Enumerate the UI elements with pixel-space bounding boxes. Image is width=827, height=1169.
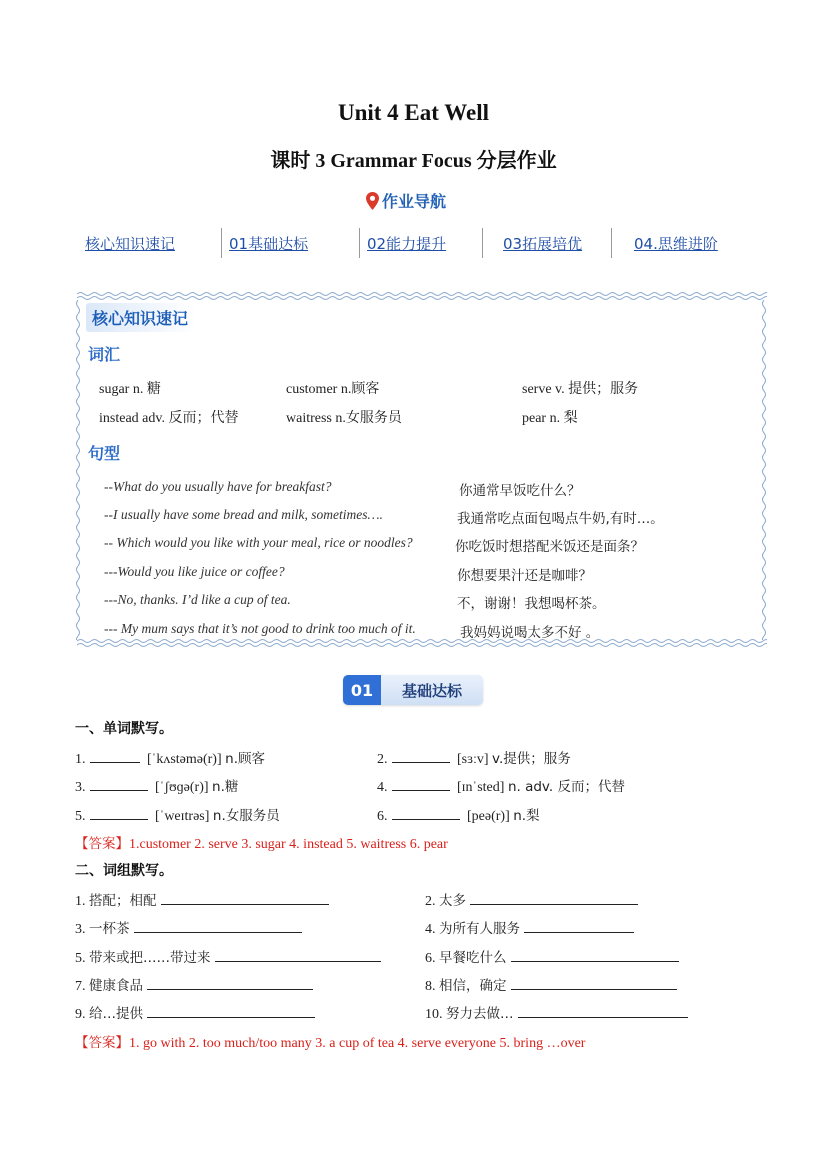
question-number: 3.: [75, 780, 86, 795]
sentence-en: --- My mum says that it’s not good to drink too much of it.: [104, 621, 416, 636]
answer-blank[interactable]: [161, 890, 329, 905]
phrase-question: [425, 917, 638, 938]
word-question: [75, 747, 265, 768]
nav-link-basic[interactable]: 01基础达标: [229, 235, 309, 253]
word-question: [377, 804, 540, 825]
phrase-meaning: 搭配；相配: [89, 893, 157, 909]
answer-blank[interactable]: [90, 748, 140, 763]
question-number: 5.: [75, 951, 86, 966]
word-question: [377, 775, 625, 796]
answer-blank[interactable]: [90, 776, 148, 791]
answer-blank[interactable]: [215, 947, 381, 962]
answer-blank[interactable]: [470, 890, 638, 905]
answer-blank[interactable]: [524, 918, 634, 933]
word-question: [75, 775, 238, 796]
word-question: [377, 747, 571, 768]
part1-heading: 一、单词默写。: [75, 721, 173, 737]
page-title: Unit 4 Eat Well: [337, 100, 489, 125]
wavy-border-bottom: [77, 638, 767, 648]
definition: v.提供；服务: [492, 751, 571, 767]
nav-link-ability[interactable]: 02能力提升: [367, 235, 447, 253]
part2-answer: [75, 1031, 585, 1052]
homework-nav-heading-label: 作业导航: [382, 192, 447, 211]
nav-link-core-knowledge[interactable]: 核心知识速记: [85, 235, 176, 253]
nav-divider: [359, 228, 360, 258]
vocab-item: instead adv. 反而；代替: [99, 411, 239, 426]
phrase-question: [425, 1002, 692, 1023]
vocab-item: customer n.顾客: [286, 382, 380, 397]
sentence-zh: 你通常早饭吃什么？: [459, 483, 581, 499]
definition: n.糖: [212, 779, 239, 795]
phrase-meaning: 太多: [439, 893, 466, 909]
question-number: 6.: [425, 951, 436, 966]
question-number: 3.: [75, 922, 86, 937]
word-question: [75, 804, 280, 825]
sentence-zh: 我妈妈说喝太多不好 。: [460, 625, 600, 641]
answer-blank[interactable]: [518, 1003, 688, 1018]
phrase-question: [425, 889, 642, 910]
nav-divider: [221, 228, 222, 258]
phonetic: [ˈʃʊɡə(r)]: [155, 780, 209, 795]
sentence-en: -- Which would you like with your meal, rice or noodles?: [104, 535, 413, 550]
answer-tag: 【答案】: [75, 1035, 129, 1051]
sentences-heading: 句型: [88, 444, 121, 463]
part2-heading: 二、词组默写。: [75, 863, 173, 879]
question-number: 4.: [425, 922, 436, 937]
question-number: 1.: [75, 894, 86, 909]
phrase-meaning: 带来或把……带过来: [89, 950, 211, 966]
homework-nav-heading: [366, 189, 446, 212]
nav-divider: [611, 228, 612, 258]
question-number: 8.: [425, 979, 436, 994]
section-badge-number: 01: [343, 675, 381, 705]
answer-tag: 【答案】: [75, 836, 129, 852]
question-number: 2.: [425, 894, 436, 909]
sentence-en: ---No, thanks. I’d like a cup of tea.: [104, 592, 291, 607]
answer-blank[interactable]: [392, 805, 460, 820]
phrase-question: [425, 974, 681, 995]
definition: n.梨: [513, 808, 540, 824]
sentence-zh: 你吃饭时想搭配米饭还是面条？: [455, 539, 644, 555]
question-number: 5.: [75, 809, 86, 824]
nav-divider: [482, 228, 483, 258]
vocab-item: pear n. 梨: [522, 411, 578, 426]
answer-blank[interactable]: [511, 975, 677, 990]
phrase-question: [75, 917, 306, 938]
question-number: 4.: [377, 780, 388, 795]
phrase-question: [75, 889, 333, 910]
part1-answer: [75, 832, 448, 853]
location-pin-icon: [366, 192, 379, 210]
section-badge-basic: [343, 675, 483, 705]
phrase-meaning: 努力去做…: [446, 1006, 514, 1022]
question-number: 9.: [75, 1007, 86, 1022]
phrase-meaning: 一杯茶: [89, 921, 130, 937]
answer-blank[interactable]: [392, 748, 450, 763]
phonetic: [ˈkʌstəmə(r)]: [147, 752, 222, 767]
sentence-en: --I usually have some bread and milk, sometimes….: [104, 507, 383, 522]
vocab-heading: 词汇: [88, 345, 121, 364]
vocab-item: waitress n.女服务员: [286, 411, 402, 426]
question-number: 1.: [75, 752, 86, 767]
answer-blank[interactable]: [511, 947, 679, 962]
vocab-item: serve v. 提供；服务: [522, 382, 639, 397]
nav-link-extension[interactable]: 03拓展培优: [503, 235, 583, 253]
section-badge-label: 基础达标: [381, 675, 483, 705]
sentence-zh: 我通常吃点面包喝点牛奶,有时…。: [457, 511, 664, 527]
question-number: 7.: [75, 979, 86, 994]
sentence-en: ---Would you like juice or coffee?: [104, 564, 285, 579]
phrase-meaning: 为所有人服务: [439, 921, 520, 937]
core-knowledge-heading: 核心知识速记: [86, 303, 196, 332]
phonetic: [ɪnˈsted]: [457, 780, 505, 795]
definition: n.女服务员: [212, 808, 280, 824]
phrase-question: [75, 946, 385, 967]
nav-link-thinking[interactable]: 04.思维进阶: [634, 235, 718, 253]
phrase-meaning: 健康食品: [89, 978, 143, 994]
vocab-item: sugar n. 糖: [99, 382, 161, 397]
wavy-border-top: [77, 291, 767, 301]
answer-blank[interactable]: [147, 975, 313, 990]
answer-text: 1. go with 2. too much/too many 3. a cup of tea 4. serve everyone 5. bring …over: [129, 1036, 586, 1051]
answer-text: 1.customer 2. serve 3. sugar 4. instead 5. waitress 6. pear: [129, 837, 448, 852]
definition: n.顾客: [225, 751, 265, 767]
wavy-border-left: [75, 300, 81, 640]
phrase-meaning: 给…提供: [89, 1006, 143, 1022]
phrase-question: [425, 946, 683, 967]
phrase-meaning: 早餐吃什么: [439, 950, 507, 966]
phrase-question: [75, 974, 317, 995]
sentence-zh: 你想要果汁还是咖啡？: [457, 568, 592, 584]
question-number: 2.: [377, 752, 388, 767]
answer-blank[interactable]: [134, 918, 302, 933]
answer-blank[interactable]: [147, 1003, 315, 1018]
wavy-border-right: [761, 300, 767, 640]
sentence-zh: 不，谢谢！我想喝杯茶。: [457, 596, 606, 612]
definition: n. adv. 反而；代替: [507, 779, 625, 795]
answer-blank[interactable]: [90, 805, 148, 820]
phonetic: [peə(r)]: [467, 809, 510, 824]
question-number: 10.: [425, 1007, 443, 1022]
answer-blank[interactable]: [392, 776, 450, 791]
phrase-meaning: 相信，确定: [439, 978, 507, 994]
phrase-question: [75, 1002, 319, 1023]
phonetic: [ˈweɪtrəs]: [155, 809, 210, 824]
page-subtitle: 课时 3 Grammar Focus 分层作业: [270, 150, 557, 172]
sentence-en: --What do you usually have for breakfast?: [104, 479, 332, 494]
question-number: 6.: [377, 809, 388, 824]
phonetic: [sɜːv]: [457, 752, 489, 767]
